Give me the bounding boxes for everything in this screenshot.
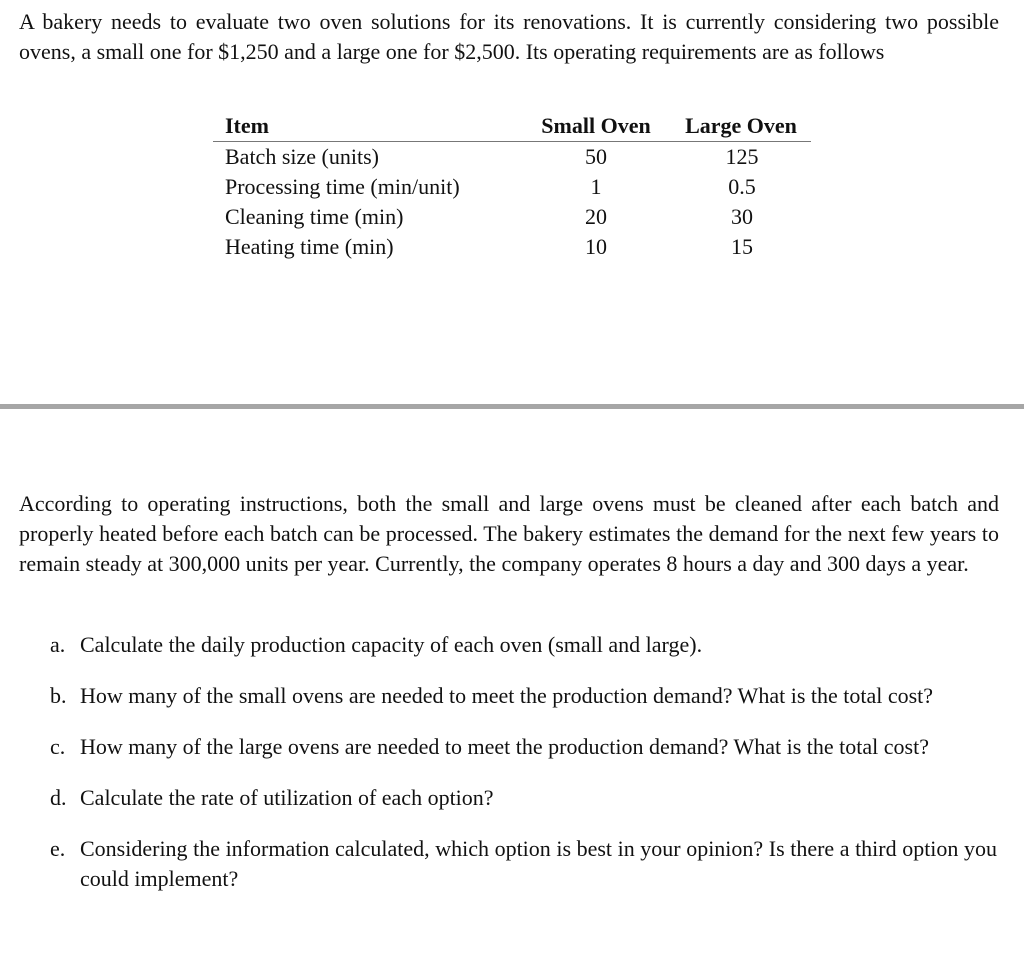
question-text: Calculate the daily production capacity of each oven (small and large). bbox=[80, 632, 703, 657]
header-small-oven: Small Oven bbox=[521, 111, 671, 142]
row-small-value: 1 bbox=[590, 174, 602, 199]
intro-paragraph: A bakery needs to evaluate two oven solutions for its renovations. It is currently considering two possible ovens, a small one for $1,250 and a large one for $2,500. Its operating requirements are as follows bbox=[19, 9, 999, 64]
row-item: Cleaning time (min) bbox=[225, 204, 404, 229]
row-item: Batch size (units) bbox=[225, 144, 379, 169]
header-large-oven: Large Oven bbox=[671, 111, 811, 142]
header-item: Item bbox=[213, 111, 521, 142]
question-label: b. bbox=[50, 683, 67, 708]
row-small-value: 20 bbox=[585, 204, 607, 229]
context-paragraph: According to operating instructions, both the small and large ovens must be cleaned after each batch and properly heated before each batch can be processed. The bakery estimates the demand for the next few years to remain steady at 300,000 units per year. Currently, the company operates 8 hours a day and 300 days a year. bbox=[19, 491, 999, 576]
question-item bbox=[0, 834, 997, 894]
question-list bbox=[0, 630, 1024, 915]
section-divider bbox=[0, 404, 1024, 409]
question-item bbox=[0, 732, 997, 762]
row-large-value: 125 bbox=[725, 144, 759, 169]
row-large-value: 0.5 bbox=[728, 174, 756, 199]
table-row bbox=[213, 142, 811, 173]
row-small-value: 50 bbox=[585, 144, 607, 169]
question-item bbox=[0, 783, 997, 813]
question-item bbox=[0, 681, 997, 711]
table-row bbox=[213, 202, 811, 232]
question-text: Calculate the rate of utilization of each option? bbox=[80, 785, 494, 810]
row-large-value: 15 bbox=[731, 234, 753, 259]
table-header-row bbox=[213, 111, 811, 142]
question-label: c. bbox=[50, 734, 66, 759]
question-text: How many of the small ovens are needed to meet the production demand? What is the total cost? bbox=[80, 683, 934, 708]
question-text: How many of the large ovens are needed to meet the production demand? What is the total cost? bbox=[80, 734, 929, 759]
table-row bbox=[213, 172, 811, 202]
row-large-value: 30 bbox=[731, 204, 753, 229]
oven-requirements-table bbox=[213, 111, 811, 262]
question-label: a. bbox=[50, 632, 66, 657]
row-small-value: 10 bbox=[585, 234, 607, 259]
question-label: e. bbox=[50, 836, 66, 861]
question-text: Considering the information calculated, which option is best in your opinion? Is there a third option you could implement? bbox=[80, 836, 997, 891]
question-item bbox=[0, 630, 997, 660]
row-item: Processing time (min/unit) bbox=[225, 174, 460, 199]
question-label: d. bbox=[50, 785, 67, 810]
row-item: Heating time (min) bbox=[225, 234, 394, 259]
table-row bbox=[213, 232, 811, 262]
